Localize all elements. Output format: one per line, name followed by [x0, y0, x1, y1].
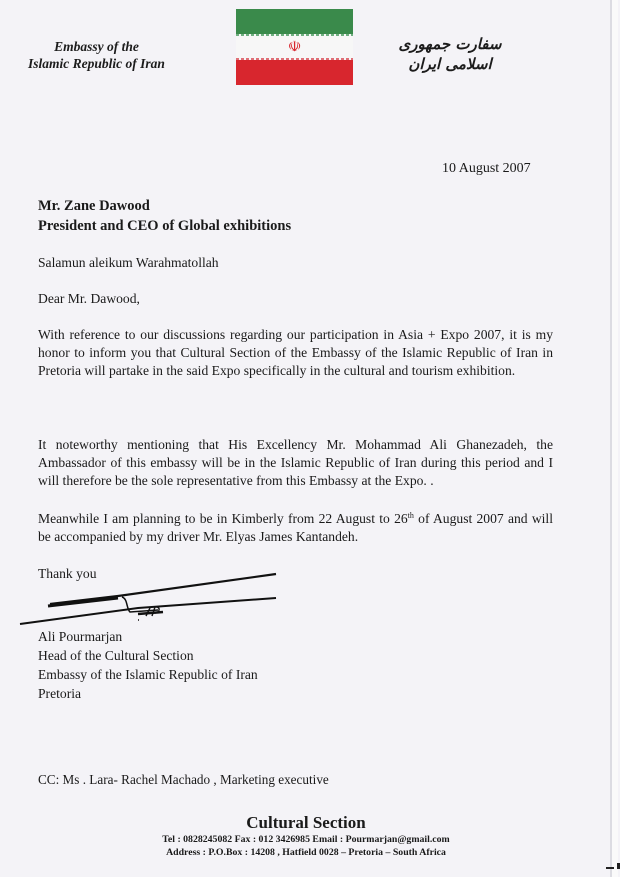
footer-contact: Tel : 0828245082 Fax : 012 3426985 Email : Pourmarjan@gmail.com	[162, 834, 450, 845]
signatory-name: Ali Pourmarjan	[38, 629, 123, 644]
signatory-organization: Embassy of the Islamic Republic of Iran	[38, 667, 258, 682]
closing: Thank you	[38, 566, 97, 581]
salutation: Salamun aleikum Warahmatollah	[38, 255, 219, 270]
flag-emblem-icon: ☫	[287, 37, 302, 56]
footer-address: Address : P.O.Box : 14208 , Hatfield 0028 – Pretoria – South Africa	[166, 847, 446, 858]
signatory-block	[38, 627, 258, 703]
iran-flag-icon	[236, 9, 353, 85]
footer-title: Cultural Section	[246, 813, 366, 832]
signatory-position: Head of the Cultural Section	[38, 648, 194, 663]
greeting: Dear Mr. Dawood,	[38, 291, 140, 306]
scan-mark	[606, 867, 614, 869]
letterhead-english-line1: Embassy of the	[54, 39, 139, 54]
page-edge-line	[610, 0, 612, 877]
recipient-name: Mr. Zane Dawood	[38, 198, 150, 214]
page-edge	[612, 0, 618, 877]
paragraph-3-start: Meanwhile I am planning to be in Kimberly from 22 August to 26	[38, 511, 408, 526]
paragraph-3-end: of August 2007 and will be accompanied by my driver Mr. Elyas James Kantandeh.	[38, 511, 553, 544]
letterhead-persian: سفارت جمهوری اسلامی ایران	[398, 35, 502, 73]
ordinal-suffix: th	[407, 511, 414, 520]
flag-white-band	[236, 34, 353, 60]
flag-green-band	[236, 9, 353, 34]
paragraph-2: It noteworthy mentioning that His Excellency Mr. Mohammad Ali Ghanezadeh, the Ambassador of this embassy will be in the Islamic Republic of Iran during this period and I will therefore be the sole representative from this Embassy at the Expo. .	[38, 437, 553, 488]
flag-red-band	[236, 60, 353, 85]
letterhead-english	[14, 38, 179, 72]
paragraph-1: With reference to our discussions regarding our participation in Asia + Expo 2007, it is my honor to inform you that Cultural Section of the Embassy of the Islamic Republic of Iran in Pretoria will partake in the said Expo specifically in the cultural and tourism exhibition.	[38, 327, 553, 378]
paragraph-3	[38, 510, 553, 546]
letterhead-english-line2: Islamic Republic of Iran	[28, 56, 165, 71]
flag-trim-bottom	[236, 58, 353, 60]
recipient-title: President and CEO of Global exhibitions	[38, 218, 292, 234]
footer	[0, 813, 612, 859]
signatory-city: Pretoria	[38, 686, 82, 701]
flag-trim-top	[236, 34, 353, 36]
recipient-block	[38, 196, 291, 236]
letter-date: 10 August 2007	[442, 161, 531, 176]
handwritten-signature	[18, 566, 288, 626]
cc-line: CC: Ms . Lara- Rachel Machado , Marketing executive	[38, 772, 329, 787]
